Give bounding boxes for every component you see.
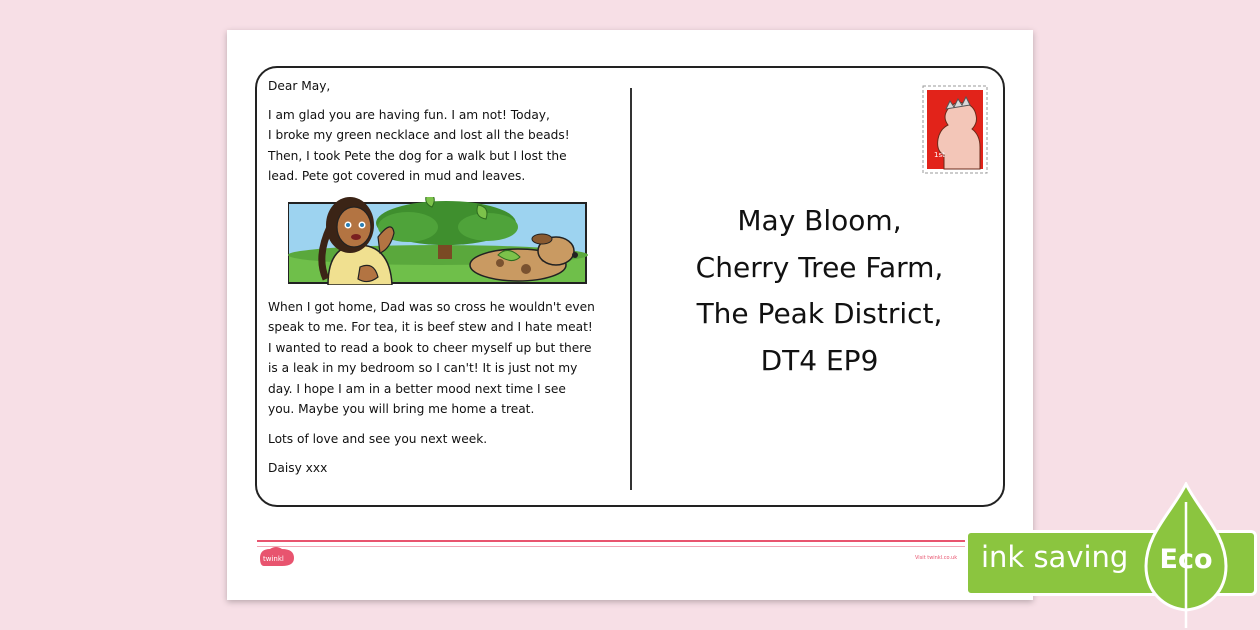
twinkl-logo: [254, 546, 298, 568]
footer-divider: [257, 540, 1009, 542]
letter-line: Then, I took Pete the dog for a walk but I lost the: [268, 148, 567, 163]
address-line: May Bloom,: [737, 204, 902, 237]
letter-line: speak to me. For tea, it is beef stew and I hate meat!: [268, 320, 593, 334]
letter-line: I am glad you are having fun. I am not! Today,: [268, 107, 550, 122]
letter-line: is a leak in my bedroom so I can't! It is just not my: [268, 361, 578, 375]
postcard: [255, 66, 1005, 507]
logo-text: twinkl: [263, 555, 284, 563]
letter-line: day. I hope I am in a better mood next time I see: [268, 381, 566, 396]
footer-link[interactable]: Visit twinkl.co.uk: [915, 555, 958, 561]
letter-line: I wanted to read a book to cheer myself up but there: [268, 340, 592, 355]
worksheet-page: [227, 30, 1033, 600]
queen-stamp-icon: [922, 85, 988, 174]
letter-line: When I got home, Dad was so cross he wouldn't even: [268, 299, 595, 314]
letter-greeting: Dear May,: [268, 79, 331, 93]
letter-line: lead. Pete got covered in mud and leaves.: [268, 169, 526, 183]
eco-label: Eco: [1159, 544, 1213, 575]
stamp-value: 1st: [934, 151, 945, 159]
recipient-address: [632, 198, 1007, 384]
address-line: The Peak District,: [696, 297, 943, 330]
girl-and-dog-illustration: [288, 197, 588, 285]
letter-line: I broke my green necklace and lost all the beads!: [268, 128, 570, 142]
letter-closing: Lots of love and see you next week.: [268, 431, 488, 446]
ink-saving-label: ink saving: [981, 540, 1129, 574]
address-line: Cherry Tree Farm,: [695, 250, 944, 284]
letter-text: [268, 76, 618, 479]
letter-line: you. Maybe you will bring me home a treat.: [268, 402, 535, 416]
address-line: DT4 EP9: [760, 343, 879, 377]
ink-saving-badge: [965, 482, 1257, 630]
footer-divider-secondary: [257, 546, 1009, 547]
letter-signature: Daisy xxx: [268, 461, 328, 475]
